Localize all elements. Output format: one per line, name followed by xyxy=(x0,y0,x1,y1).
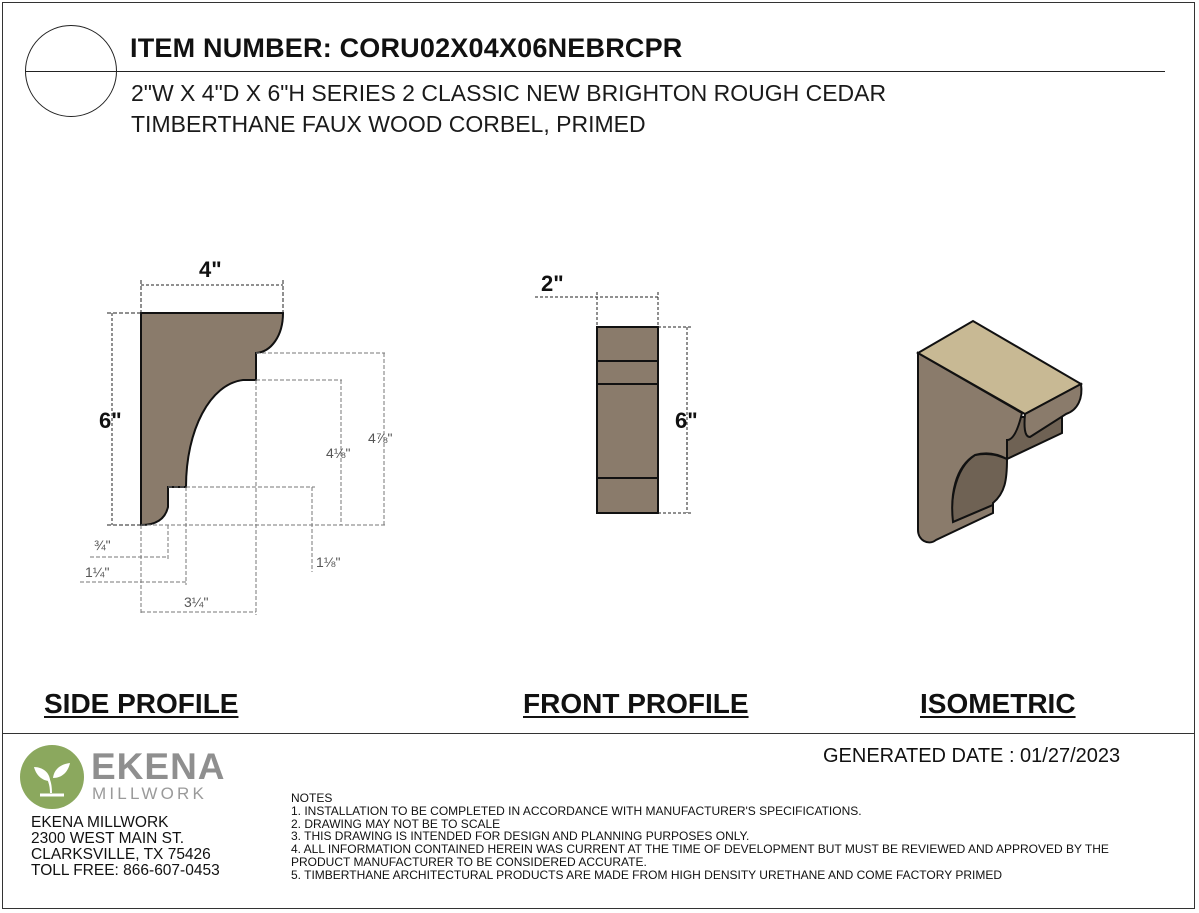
logo-subtitle: MILLWORK xyxy=(92,784,208,803)
company-address xyxy=(31,815,220,879)
side-dim-5: 3¼" xyxy=(184,594,209,610)
side-profile-label: SIDE PROFILE xyxy=(44,688,239,719)
note-line: 4. ALL INFORMATION CONTAINED HEREIN WAS CURRENT AT THE TIME OF DEVELOPMENT BUT MUST BE REVIEWED AND APPROVED BY THE xyxy=(291,842,1109,857)
side-profile-shape xyxy=(141,313,283,525)
note-line: 3. THIS DRAWING IS INTENDED FOR DESIGN AND PLANNING PURPOSES ONLY. xyxy=(291,829,750,844)
item-number: ITEM NUMBER: CORU02X04X06NEBRCPR xyxy=(130,33,683,63)
logo-name: EKENA xyxy=(91,746,226,787)
address-line: TOLL FREE: 866-607-0453 xyxy=(31,862,220,879)
description-line-2: TIMBERTHANE FAUX WOOD CORBEL, PRIMED xyxy=(131,111,646,137)
front-width-dim: 2" xyxy=(541,271,564,296)
ekena-logo-icon xyxy=(20,745,84,809)
note-line: 1. INSTALLATION TO BE COMPLETED IN ACCORDANCE WITH MANUFACTURER'S SPECIFICATIONS. xyxy=(291,803,862,818)
side-dim-1: 4⅛" xyxy=(326,445,351,461)
footer-rule xyxy=(2,733,1195,734)
isometric-label: ISOMETRIC xyxy=(920,688,1076,719)
side-width-dim: 4" xyxy=(199,257,222,282)
note-line: 2. DRAWING MAY NOT BE TO SCALE xyxy=(291,816,501,831)
note-line: PRODUCT MANUFACTURER TO BE CONSIDERED ACCURATE. xyxy=(291,854,647,869)
address-line: 2300 WEST MAIN ST. xyxy=(31,830,185,847)
address-line: CLARKSVILLE, TX 75426 xyxy=(31,846,211,863)
front-height-dim: 6" xyxy=(675,408,698,433)
generated-date: GENERATED DATE : 01/27/2023 xyxy=(823,745,1121,767)
address-line: EKENA MILLWORK xyxy=(31,814,169,831)
isometric-shape xyxy=(918,321,1081,542)
front-profile-label: FRONT PROFILE xyxy=(523,688,749,719)
side-dim-4: 1¼" xyxy=(85,564,110,580)
side-height-dim: 6" xyxy=(99,408,122,433)
description-line-1: 2"W X 4"D X 6"H SERIES 2 CLASSIC NEW BRIGHTON ROUGH CEDAR xyxy=(131,80,887,106)
side-dim-6: 1⅛" xyxy=(316,554,341,570)
notes-block xyxy=(291,792,1109,882)
front-profile-shape xyxy=(597,327,658,513)
note-line: 5. TIMBERTHANE ARCHITECTURAL PRODUCTS ARE MADE FROM HIGH DENSITY URETHANE AND COME FACTORY PRIMED xyxy=(291,867,1002,882)
side-dim-3: ¾" xyxy=(94,537,111,553)
side-dim-2: 4⅞" xyxy=(368,430,393,446)
notes-title: NOTES xyxy=(291,791,333,805)
